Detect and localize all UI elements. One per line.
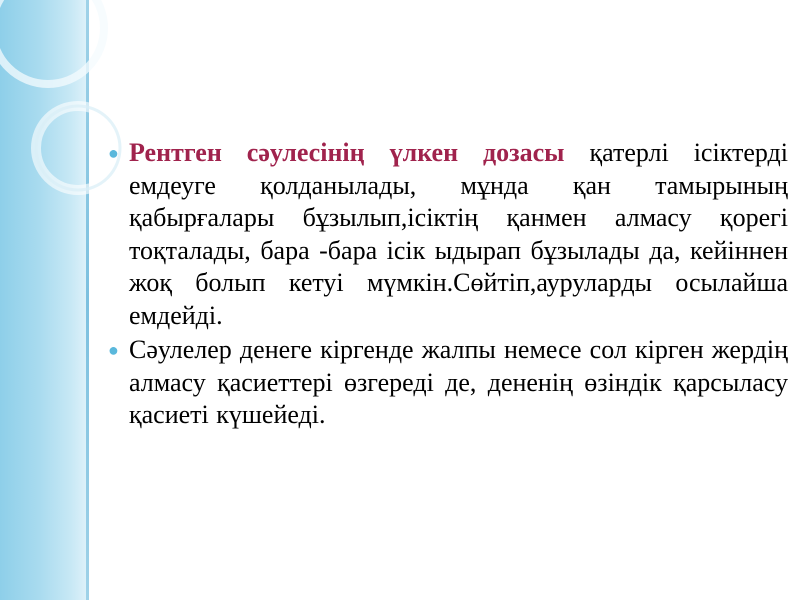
- bullet-list: [108, 137, 788, 434]
- bullet-dot-icon: ●: [108, 143, 119, 163]
- bullet-dot-icon: ●: [108, 340, 119, 360]
- bullet-item-2: [108, 334, 788, 432]
- bullet-emphasis-1: Рентген сәулесінің үлкен дозасы: [129, 138, 565, 167]
- bullet-body-2: Сәулелер денеге кіргенде жалпы немесе сол кірген жердің алмасу қасиеттері өзгереді де, дененің өзіндік қарсыласу қасиеті күшейеді.: [129, 335, 788, 429]
- bullet-text-2: [129, 334, 788, 432]
- bullet-text-1: [129, 137, 788, 332]
- bullet-item-1: [108, 137, 788, 332]
- bullet-body-1: қатерлі ісіктерді емдеуге қолданылады, мұнда қан тамырының қабырғалары бұзылып,ісіктің қанмен алмасу қорегі тоқталады, бара -бара ісік ыдырап бұзылады да, кейіннен жоқ болып кетуі мүмкін.Сөйтіп,ауруларды осылайша емдейді.: [129, 138, 788, 330]
